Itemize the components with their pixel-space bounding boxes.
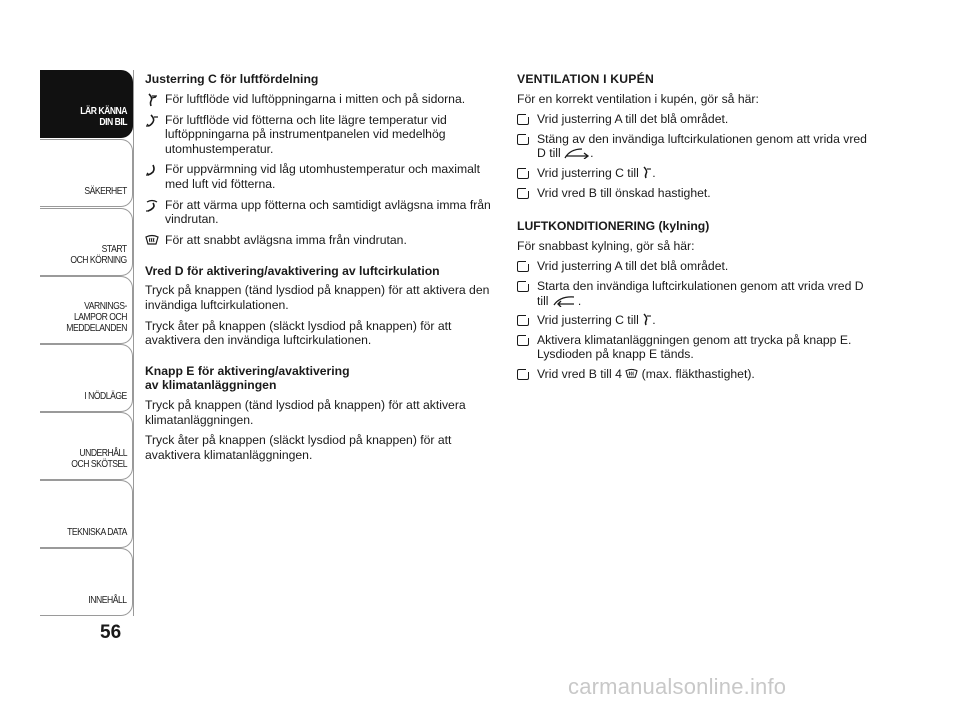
tab-tekniska-data[interactable]: TEKNISKA DATA bbox=[40, 480, 133, 548]
paragraph: Tryck åter på knappen (släckt lysdiod på knappen) för att avaktivera den invändiga luftcirkulationen. bbox=[145, 318, 452, 348]
list-item: Vrid justerring C till . bbox=[517, 166, 877, 181]
fresh-air-icon bbox=[564, 147, 590, 159]
checkbox-bullet-icon bbox=[517, 114, 529, 125]
right-column bbox=[517, 72, 877, 387]
tab-varningslampor[interactable]: VARNINGS- LAMPOR OCH MEDDELANDEN bbox=[40, 276, 133, 344]
list-item: För luftflöde vid luftöppningarna i mitten och på sidorna. bbox=[145, 92, 500, 107]
list-item: För att snabbt avlägsna imma från vindrutan. bbox=[145, 233, 500, 248]
airflow-face-icon bbox=[642, 166, 652, 179]
list-item: Vrid justerring A till det blå området. bbox=[517, 259, 877, 274]
paragraph: Tryck på knappen (tänd lysdiod på knappen) för att aktivera klimatanläggningen. bbox=[145, 397, 466, 427]
airflow-face-icon bbox=[642, 313, 652, 326]
checkbox-bullet-icon bbox=[517, 281, 529, 292]
section-title-air-distribution: Justerring C för luftfördelning bbox=[145, 72, 319, 86]
section-title-recirculation: Vred D för aktivering/avaktivering av luftcirkulation bbox=[145, 263, 440, 278]
tab-sakerhet[interactable]: SÄKERHET bbox=[40, 139, 133, 207]
left-column bbox=[145, 72, 500, 468]
paragraph: Tryck åter på knappen (släckt lysdiod på knappen) för att avaktivera klimatanläggningen. bbox=[145, 433, 452, 462]
page-number: 56 bbox=[100, 622, 122, 643]
airflow-face-feet-icon bbox=[145, 113, 165, 128]
list-item: Vrid vred B till önskad hastighet. bbox=[517, 186, 877, 201]
sidebar-divider bbox=[133, 70, 134, 616]
section-title-air-conditioning: LUFTKONDITIONERING (kylning) bbox=[517, 219, 710, 234]
checkbox-bullet-icon bbox=[517, 369, 529, 380]
list-item: För luftflöde vid fötterna och lite lägre temperatur vid luftöppningarna på instrumentpanelen vid medelhög utomhustemperatur. bbox=[145, 113, 500, 157]
list-item: Aktivera klimatanläggningen genom att trycka på knapp E. Lysdioden på knapp E tänds. bbox=[517, 333, 877, 362]
list-item: Vrid justerring A till det blå området. bbox=[517, 112, 877, 127]
list-item: Stäng av den invändiga luftcirkulationen genom att vrida vred D till . bbox=[517, 132, 877, 161]
checkbox-bullet-icon bbox=[517, 335, 529, 346]
paragraph: Tryck på knappen (tänd lysdiod på knappen) för att aktivera den invändiga luftcirkulationen. bbox=[145, 283, 490, 312]
checkbox-bullet-icon bbox=[517, 168, 529, 179]
checkbox-bullet-icon bbox=[517, 315, 529, 326]
paragraph: För en korrekt ventilation i kupén, gör så här: bbox=[517, 91, 759, 106]
tab-i-nodlage[interactable]: I NÖDLÄGE bbox=[40, 344, 133, 412]
watermark: carmanualsonline.info bbox=[568, 674, 787, 699]
tab-lar-kanna-din-bil[interactable]: LÄR KÄNNA DIN BIL bbox=[40, 70, 133, 138]
defrost-icon bbox=[625, 368, 638, 380]
list-item: Vrid justerring C till . bbox=[517, 313, 877, 328]
airflow-feet-defrost-icon bbox=[145, 198, 165, 213]
tab-innehall[interactable]: INNEHÅLL bbox=[40, 548, 133, 616]
defrost-icon bbox=[145, 233, 165, 248]
list-item: Starta den invändiga luftcirkulationen genom att vrida vred D till . bbox=[517, 279, 877, 308]
paragraph: För snabbast kylning, gör så här: bbox=[517, 238, 695, 253]
recirculation-icon bbox=[552, 295, 578, 307]
tab-underhall[interactable]: UNDERHÅLL OCH SKÖTSEL bbox=[40, 412, 133, 480]
checkbox-bullet-icon bbox=[517, 134, 529, 145]
list-item: Vrid vred B till 4 (max. fläkthastighet). bbox=[517, 367, 877, 382]
airflow-face-icon bbox=[145, 92, 165, 107]
section-title-climate-button: Knapp E för aktivering/avaktivering av klimatanläggningen bbox=[145, 363, 350, 393]
airflow-feet-icon bbox=[145, 162, 165, 177]
section-title-ventilation: VENTILATION I KUPÉN bbox=[517, 72, 654, 86]
tab-start-och-korning[interactable]: START OCH KÖRNING bbox=[40, 208, 133, 276]
list-item: För att värma upp fötterna och samtidigt avlägsna imma från vindrutan. bbox=[145, 198, 500, 227]
list-item: För uppvärmning vid låg utomhustemperatur och maximalt med luft vid fötterna. bbox=[145, 162, 500, 191]
checkbox-bullet-icon bbox=[517, 188, 529, 199]
checkbox-bullet-icon bbox=[517, 261, 529, 272]
